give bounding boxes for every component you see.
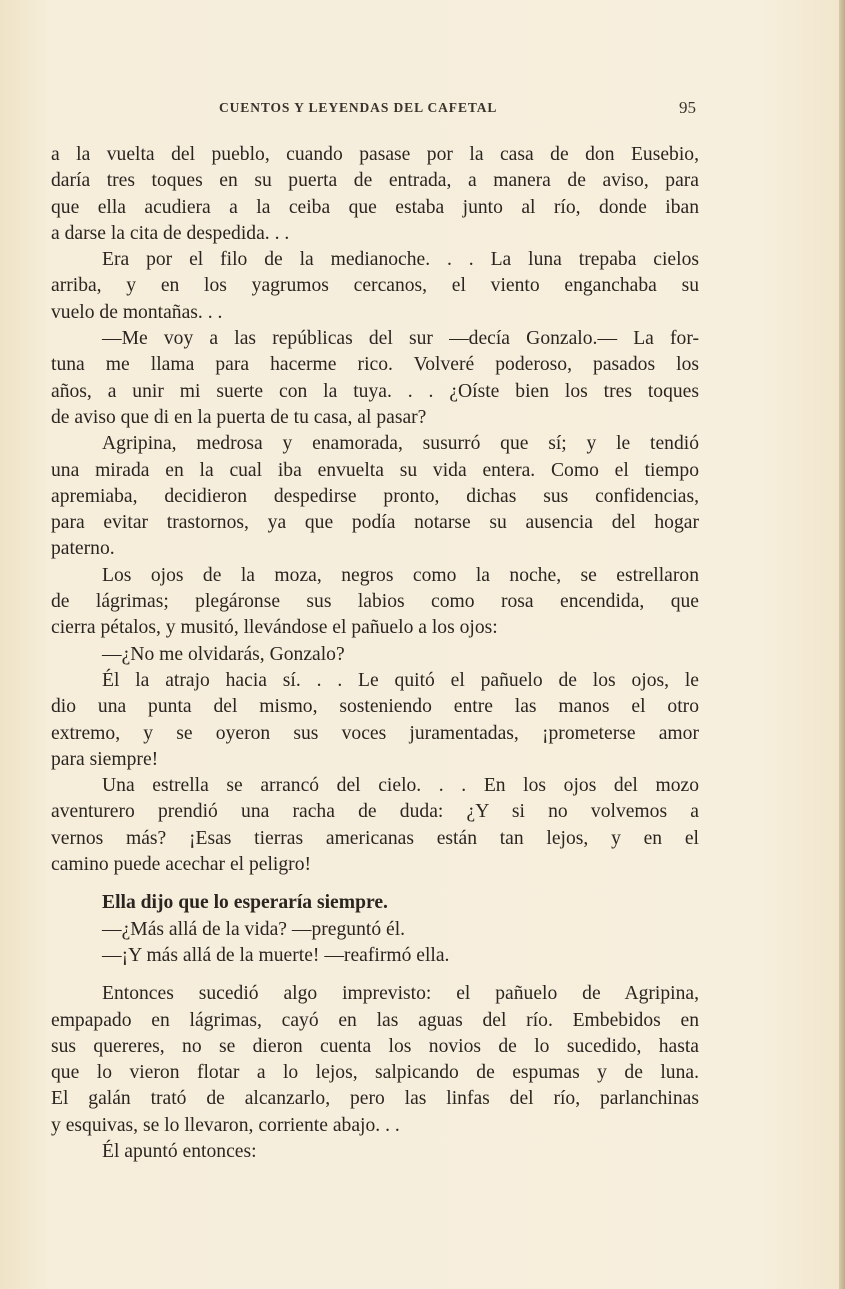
text-line: extremo, y se oyeron sus voces juramentadas, ¡prometerse amor (51, 722, 699, 744)
text-line: a la vuelta del pueblo, cuando pasase por la casa de don Eusebio, (51, 144, 699, 165)
text-line: daría tres toques en su puerta de entrada, a manera de aviso, para (51, 170, 699, 192)
text-line: paterno. (51, 538, 115, 560)
paragraph-gap (51, 969, 699, 981)
paragraph-gap (51, 878, 699, 890)
running-title: CUENTOS Y LEYENDAS DEL CAFETAL (219, 100, 498, 115)
text-line: de lágrimas; plegáronse sus labios como rosa encendida, que (51, 591, 699, 613)
text-line: camino puede acechar el peligro! (51, 854, 312, 876)
page-header (0, 100, 845, 124)
body-text (51, 142, 699, 1165)
text-line: Entonces sucedió algo imprevisto: el pañuelo de Agripina, (102, 983, 699, 1005)
text-line: Era por el filo de la medianoche. . . La luna trepaba cielos (102, 249, 699, 271)
text-line: para siempre! (51, 748, 159, 770)
page-number: 95 (679, 98, 696, 117)
text-line: apremiaba, decidieron despedirse pronto, dichas sus confidencias, (51, 485, 699, 507)
text-line: —¡Y más allá de la muerte! —reafirmó ella. (102, 944, 450, 966)
text-line: que ella acudiera a la ceiba que estaba junto al río, donde iban (51, 196, 699, 218)
text-line: y esquivas, se lo llevaron, corriente abajo. . . (51, 1114, 400, 1136)
text-line: —¿Más allá de la vida? —preguntó él. (102, 918, 406, 940)
text-line: El galán trató de alcanzarlo, pero las linfas del río, parlanchinas (51, 1088, 699, 1110)
text-line: de aviso que di en la puerta de tu casa, al pasar? (51, 406, 427, 428)
text-line: Él apuntó entonces: (102, 1140, 257, 1162)
text-line: —Me voy a las repúblicas del sur —decía Gonzalo.— La for- (102, 328, 699, 350)
text-line: años, a unir mi suerte con la tuya. . . ¿Oíste bien los tres toques (51, 380, 699, 402)
text-line: que lo vieron flotar a lo lejos, salpicando de espumas y de luna. (51, 1062, 699, 1084)
text-line: empapado en lágrimas, cayó en las aguas del río. Embebidos en (51, 1009, 699, 1031)
text-line: Una estrella se arrancó del cielo. . . En los ojos del mozo (102, 775, 699, 797)
text-line: vernos más? ¡Esas tierras americanas están tan lejos, y en el (51, 827, 699, 849)
text-line: aventurero prendió una racha de duda: ¿Y si no volvemos a (51, 801, 699, 823)
page-edge-shadow (839, 0, 845, 1289)
text-line: Agripina, medrosa y enamorada, susurró que sí; y le tendió (102, 433, 699, 455)
text-line: Ella dijo que lo esperaría siempre. (102, 892, 388, 914)
text-line: cierra pétalos, y musitó, llevándose el pañuelo a los ojos: (51, 617, 498, 639)
text-line: tuna me llama para hacerme rico. Volveré poderoso, pasados los (51, 354, 699, 376)
text-line: arriba, y en los yagrumos cercanos, el viento enganchaba su (51, 275, 699, 297)
text-line: Los ojos de la moza, negros como la noche, se estrellaron (102, 564, 699, 586)
text-line: para evitar trastornos, ya que podía notarse su ausencia del hogar (51, 512, 699, 534)
text-line: sus quereres, no se dieron cuenta los novios de lo sucedido, hasta (51, 1035, 699, 1057)
text-line: Él la atrajo hacia sí. . . Le quitó el pañuelo de los ojos, le (102, 669, 699, 691)
text-line: a darse la cita de despedida. . . (51, 222, 290, 244)
text-line: dio una punta del mismo, sosteniendo entre las manos el otro (51, 696, 699, 718)
text-line: una mirada en la cual iba envuelta su vida entera. Como el tiempo (51, 459, 699, 481)
text-line: vuelo de montañas. . . (51, 301, 223, 323)
text-line: —¿No me olvidarás, Gonzalo? (102, 643, 345, 665)
